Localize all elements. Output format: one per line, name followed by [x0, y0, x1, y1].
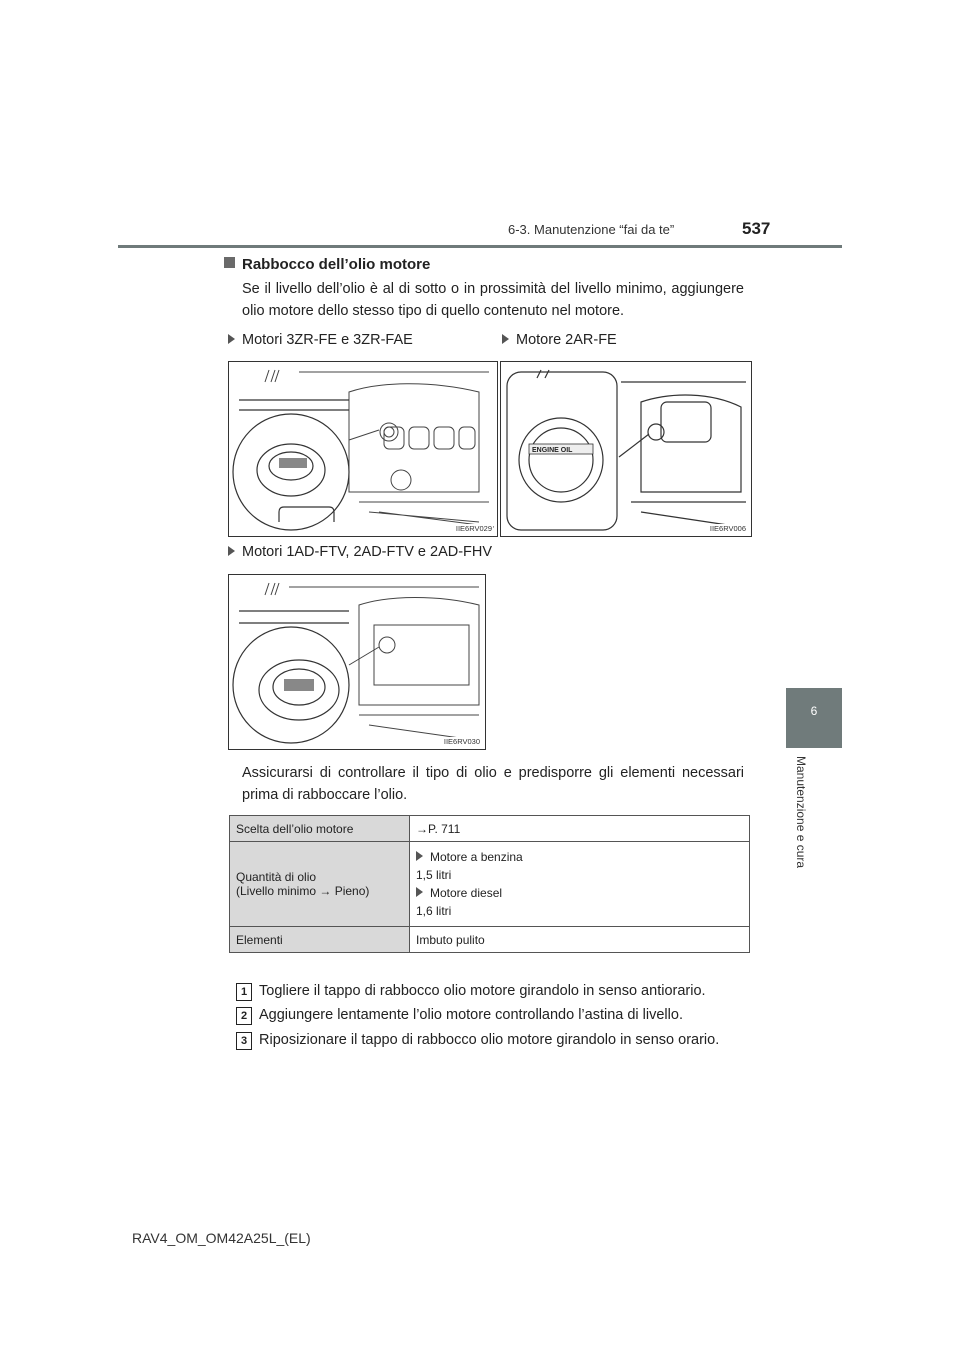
figure-engine-ad — [228, 574, 486, 750]
table-key: Quantità di olio (Livello minimo → Pieno) — [230, 842, 410, 927]
figure-code: IIE6RV030 — [443, 737, 480, 746]
triangle-bullet-icon — [228, 334, 235, 344]
engine-illustration-3zr — [229, 362, 497, 536]
cap-engine-oil-label: ENGINE OIL — [532, 447, 573, 454]
step-text: Riposizionare il tappo di rabbocco olio motore girandolo in senso orario. — [259, 1032, 720, 1048]
figure-caption-3: Motori 1AD-FTV, 2AD-FTV e 2AD-FHV — [228, 544, 492, 560]
header-rule — [118, 245, 842, 248]
triangle-bullet-icon — [416, 887, 423, 897]
figure-code: IIE6RV006 — [709, 524, 746, 533]
document-code: RAV4_OM_OM42A25L_(EL) — [132, 1230, 311, 1246]
prepare-paragraph: Assicurarsi di controllare il tipo di olio e predisporre gli elementi necessari prima di rabboccare l’olio. — [242, 765, 744, 803]
table-key: Scelta dell’olio motore — [230, 816, 410, 842]
section-title — [224, 256, 430, 273]
figure-engine-3zr — [228, 361, 498, 537]
oil-spec-table — [229, 815, 750, 953]
step-number-badge: 2 — [236, 1007, 252, 1025]
figure-engine-2ar — [500, 361, 752, 537]
header-section-title: 6-3. Manutenzione “fai da te” — [508, 222, 675, 237]
section-title-text: Rabbocco dell’olio motore — [242, 256, 431, 273]
triangle-bullet-icon — [502, 334, 509, 344]
step-number-badge: 3 — [236, 1032, 252, 1050]
step-number-badge: 1 — [236, 983, 252, 1001]
square-bullet-icon — [224, 257, 235, 268]
table-value: Motore a benzina 1,5 litri Motore diesel 1,6 litri — [410, 842, 750, 927]
engine-illustration-ad — [229, 575, 485, 749]
table-row — [230, 927, 750, 953]
step-text: Aggiungere lentamente l’olio motore controllando l’astina di livello. — [259, 1007, 683, 1023]
triangle-bullet-icon — [228, 546, 235, 556]
table-value-link[interactable]: →P. 711 — [410, 816, 750, 842]
page-number: 537 — [742, 219, 771, 238]
step-text: Togliere il tappo di rabbocco olio motore girandolo in senso antiorario. — [259, 983, 706, 999]
engine-illustration-2ar — [501, 362, 751, 536]
table-row — [230, 842, 750, 927]
chapter-tab — [786, 688, 842, 748]
chapter-label: Manutenzione e cura — [794, 756, 808, 869]
figure-caption-1: Motori 3ZR-FE e 3ZR-FAE — [228, 332, 413, 348]
table-key: Elementi — [230, 927, 410, 953]
table-value: Imbuto pulito — [410, 927, 750, 953]
triangle-bullet-icon — [416, 851, 423, 861]
figure-caption-2: Motore 2AR-FE — [502, 332, 617, 348]
intro-paragraph: Se il livello dell’olio è al di sotto o in prossimità del livello minimo, aggiungere olio motore dello stesso tipo di quello contenuto nel motore. — [242, 281, 744, 319]
chapter-number: 6 — [810, 704, 818, 718]
figure-code: IIE6RV029 — [455, 524, 492, 533]
table-row — [230, 816, 750, 842]
